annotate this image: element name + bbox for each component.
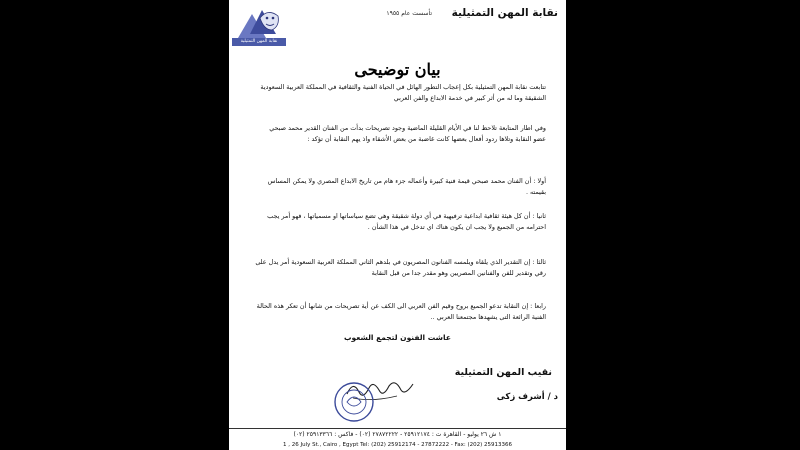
logo-caption: نقابة المهن التمثيلية	[232, 38, 286, 46]
closing-line: عاشت الفنون لتجمع الشعوب	[344, 333, 451, 342]
signatory-title: نقيب المهن التمثيلية	[454, 367, 552, 378]
org-name: نقابة المهن التمثيلية	[451, 7, 558, 19]
paragraph-first: أولا : أن الفنان محمد صبحي قيمة فنية كبيرة وأعماله جزء هام من تاريخ الابداع المصري ولا يمكن المساس بقيمته .	[267, 177, 546, 196]
paragraph-context: وفي اطار المتابعة تلاحظ لنا في الأيام القليلة الماضية وجود تصريحات بدأت من الفنان القدير محمد صبحي عضو النقابة وتلاها ردود أفعال بعضها كانت غاضبة من بعض الأشقاء واذ يهم النقابة أن تؤكد :	[269, 124, 546, 143]
signatory-name: د / أشرف زكى	[496, 392, 558, 402]
footer-arabic-address: ١ ش ٢٦ يوليو - القاهرة ت : ٢٥٩١٢١٧٤ - ٢٧٨٧٢٢٢٢ (٠٢) - فاكس : ٢٥٩١٣٣٦٦ (٠٢)	[229, 428, 566, 438]
established-date: تأسست عام ١٩٥٥	[386, 10, 432, 17]
official-stamp	[329, 380, 379, 424]
document-title: بيان توضيحى	[354, 60, 441, 79]
paragraph-second: ثانيا : أن كل هيئة ثقافية ابداعية ترفيهية في أي دولة شقيقة وهي تضع سياساتها او مسمياتها ، فهو أمر يجب احترامه من الجميع ولا يجب ان يكون هناك اي تدخل في هذا الشأن .	[267, 212, 546, 231]
paragraph-third: ثالثا : إن التقدير الذي يلقاه ويلمسه الفنانون المصريون في بلدهم الثاني المملكة العربية السعودية أمر يدل على رقي وتقدير للفن والفنانين المصريين وهو مقدر جدا من قبل النقابة	[255, 258, 546, 277]
paragraph-fourth: رابعا : إن النقابة تدعو الجميع بروح وقيم الفن العربي الى الكف عن أية تصريحات من شانها أن تعكر هذه الحالة الفنية الرائعة التى يشهدها مجتمعنا العربي ..	[256, 302, 546, 321]
footer-english-address: 1 , 26 July St., Cairo , Egypt Tel: (202) 25912174 - 27872222 - Fax: (202) 25913366	[283, 442, 512, 448]
letter-page	[229, 0, 566, 450]
paragraph-intro: تتابعت نقابة المهن التمثيلية بكل إعجاب التطور الهائل في الحياة الفنية والثقافية في المملكة العربية السعودية الشقيقة وما له من أثر كبير في خدمة الابداع والفن العربي	[260, 83, 546, 102]
